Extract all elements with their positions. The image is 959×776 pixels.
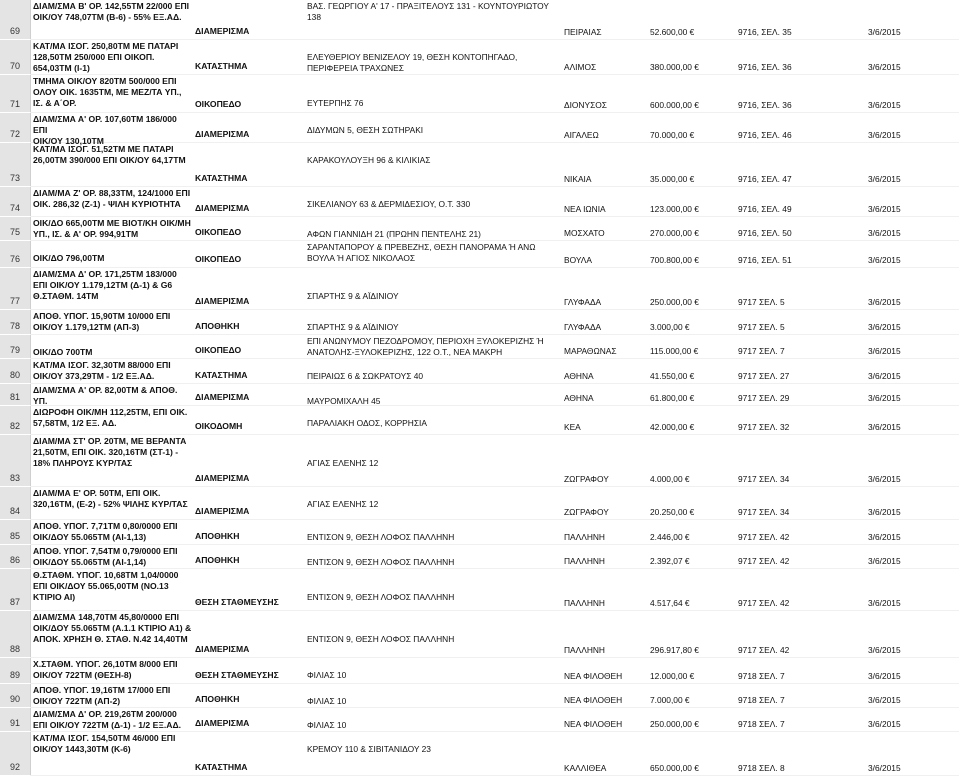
property-description: Χ.ΣΤΑΘΜ. ΥΠΟΓ. 26,10ΤΜ 8/000 ΕΠΙ ΟΙΚ/ΟΥ 722ΤΜ (ΘΕΣΗ-8) bbox=[33, 659, 178, 680]
gazette-reference: 9718 ΣΕΛ. 7 bbox=[738, 719, 785, 729]
property-description: ΚΑΤ/ΜΑ ΙΣΟΓ. 51,52ΤΜ ΜΕ ΠΑΤΑΡΙ 26,00ΤΜ 390/000 ΕΠΙ ΟΙΚ/ΟΥ 64,17ΤΜ bbox=[33, 144, 186, 165]
price-value: 700.800,00 € bbox=[650, 255, 699, 265]
auction-date: 3/6/2015 bbox=[868, 556, 901, 566]
property-address: ΑΓΙΑΣ ΕΛΕΝΗΣ 12 bbox=[307, 499, 379, 509]
property-description: ΔΙΑΜ/ΣΜΑ Δ' ΟΡ. 171,25ΤΜ 183/000 ΕΠΙ ΟΙΚ/ΟΥ 1.179,12ΤΜ (Δ-1) & G6 Θ.ΣΤΑΘΜ. 14ΤΜ bbox=[33, 269, 177, 301]
gazette-reference: 9717 ΣΕΛ. 5 bbox=[738, 297, 785, 307]
municipality: ΝΙΚΑΙΑ bbox=[564, 174, 592, 184]
price-value: 42.000,00 € bbox=[650, 422, 695, 432]
price-value: 70.000,00 € bbox=[650, 130, 695, 140]
table-row bbox=[0, 359, 959, 384]
row-number: 70 bbox=[9, 61, 20, 71]
property-description: ΟΙΚ/ΔΟ 665,00ΤΜ ΜΕ ΒΙΟΤ/ΚΗ ΟΙΚ/ΜΗ ΥΠ., ΙΣ. & Α' ΟΡ. 994,91ΤΜ bbox=[33, 218, 191, 239]
property-type: ΚΑΤΑΣΤΗΜΑ bbox=[195, 61, 248, 71]
municipality: ΝΕΑ ΦΙΛΟΘΕΗ bbox=[564, 671, 623, 681]
row-number: 88 bbox=[9, 644, 20, 654]
table-row bbox=[0, 310, 959, 335]
gazette-reference: 9716, ΣΕΛ. 51 bbox=[738, 255, 792, 265]
property-type: ΘΕΣΗ ΣΤΑΘΜΕΥΣΗΣ bbox=[195, 597, 279, 607]
property-type: ΔΙΑΜΕΡΙΣΜΑ bbox=[195, 296, 250, 306]
property-description: ΚΑΤ/ΜΑ ΙΣΟΓ. 154,50ΤΜ 46/000 ΕΠΙ ΟΙΚ/ΟΥ 1443,30ΤΜ (Κ-6) bbox=[33, 733, 176, 754]
row-number: 90 bbox=[9, 694, 20, 704]
table-row bbox=[0, 732, 959, 776]
row-number: 82 bbox=[9, 421, 20, 431]
price-value: 35.000,00 € bbox=[650, 174, 695, 184]
property-description: Θ.ΣΤΑΘΜ. ΥΠΟΓ. 10,68ΤΜ 1,04/0000 ΕΠΙ ΟΙΚ/ΔΟΥ 55.065,00ΤΜ (ΝΟ.13 ΚΤΙΡΙΟ ΑΙ) bbox=[33, 570, 179, 602]
table-row bbox=[0, 335, 959, 359]
property-address: ΦΙΛΙΑΣ 10 bbox=[307, 720, 347, 730]
municipality: ΝΕΑ ΦΙΛΟΘΕΗ bbox=[564, 695, 623, 705]
municipality: ΑΘΗΝΑ bbox=[564, 371, 594, 381]
row-number: 84 bbox=[9, 506, 20, 516]
auction-date: 3/6/2015 bbox=[868, 255, 901, 265]
gazette-reference: 9717 ΣΕΛ. 27 bbox=[738, 371, 790, 381]
row-number: 79 bbox=[9, 345, 20, 355]
property-type: ΑΠΟΘΗΚΗ bbox=[195, 555, 240, 565]
price-value: 250.000,00 € bbox=[650, 719, 699, 729]
property-description: ΔΙΑΜ/ΣΜΑ 148,70ΤΜ 45,80/0000 ΕΠΙ ΟΙΚ/ΔΟΥ 55.065ΤΜ (Α.1.1 ΚΤΙΡΙΟ Α1) & ΑΠΟΚ. ΧΡΗΣΗ Θ. ΣΤΑΘ. Ν.42 14,40ΤΜ bbox=[33, 612, 192, 644]
price-value: 61.800,00 € bbox=[650, 393, 695, 403]
property-description: ΑΠΟΘ. ΥΠΟΓ. 7,71ΤΜ 0,80/0000 ΕΠΙ ΟΙΚ/ΔΟΥ 55.065ΤΜ (ΑΙ-1,13) bbox=[33, 521, 178, 542]
auction-date: 3/6/2015 bbox=[868, 62, 901, 72]
property-description: ΚΑΤ/ΜΑ ΙΣΟΓ. 250,80ΤΜ ΜΕ ΠΑΤΑΡΙ 128,50ΤΜ 250/000 ΕΠΙ ΟΙΚΟΠ. 654,03ΤΜ (Ι-1) bbox=[33, 41, 179, 73]
municipality: ΠΕΙΡΑΙΑΣ bbox=[564, 27, 602, 37]
row-number: 74 bbox=[9, 203, 20, 213]
property-type: ΚΑΤΑΣΤΗΜΑ bbox=[195, 370, 248, 380]
gazette-reference: 9718 ΣΕΛ. 8 bbox=[738, 763, 785, 773]
gazette-reference: 9718 ΣΕΛ. 7 bbox=[738, 671, 785, 681]
gazette-reference: 9716, ΣΕΛ. 36 bbox=[738, 100, 792, 110]
property-description: ΑΠΟΘ. ΥΠΟΓ. 19,16ΤΜ 17/000 ΕΠΙ ΟΙΚ/ΟΥ 722ΤΜ (ΑΠ-2) bbox=[33, 685, 171, 706]
row-number: 72 bbox=[9, 129, 20, 139]
municipality: ΑΙΓΑΛΕΩ bbox=[564, 130, 599, 140]
price-value: 3.000,00 € bbox=[650, 322, 690, 332]
gazette-reference: 9716, ΣΕΛ. 35 bbox=[738, 27, 792, 37]
auction-date: 3/6/2015 bbox=[868, 228, 901, 238]
price-value: 380.000,00 € bbox=[650, 62, 699, 72]
gazette-reference: 9716, ΣΕΛ. 47 bbox=[738, 174, 792, 184]
table-row bbox=[0, 708, 959, 732]
auction-date: 3/6/2015 bbox=[868, 346, 901, 356]
table-row bbox=[0, 406, 959, 435]
price-value: 41.550,00 € bbox=[650, 371, 695, 381]
municipality: ΓΛΥΦΑΔΑ bbox=[564, 297, 602, 307]
municipality: ΠΑΛΛΗΝΗ bbox=[564, 645, 605, 655]
auction-date: 3/6/2015 bbox=[868, 371, 901, 381]
table-row bbox=[0, 569, 959, 611]
property-description: ΔΙΑΜ/ΣΜΑ Δ' ΟΡ. 219,26ΤΜ 200/000 ΕΠΙ ΟΙΚ/ΟΥ 722ΤΜ (Δ-1) - 1/2 ΕΞ.ΑΔ. bbox=[33, 709, 182, 730]
auction-date: 3/6/2015 bbox=[868, 532, 901, 542]
price-value: 123.000,00 € bbox=[650, 204, 699, 214]
gazette-reference: 9717 ΣΕΛ. 42 bbox=[738, 556, 790, 566]
municipality: ΒΟΥΛΑ bbox=[564, 255, 592, 265]
price-value: 2.392,07 € bbox=[650, 556, 690, 566]
property-address: ΣΙΚΕΛΙΑΝΟΥ 63 & ΔΕΡΜΙΔΕΣΙΟΥ, Ο.Τ. 330 bbox=[307, 199, 471, 209]
property-type: ΟΙΚΟΠΕΔΟ bbox=[195, 227, 242, 237]
gazette-reference: 9717 ΣΕΛ. 34 bbox=[738, 507, 790, 517]
property-type: ΑΠΟΘΗΚΗ bbox=[195, 694, 240, 704]
table-row bbox=[0, 143, 959, 187]
row-number: 77 bbox=[9, 296, 20, 306]
municipality: ΖΩΓΡΑΦΟΥ bbox=[564, 474, 609, 484]
auction-date: 3/6/2015 bbox=[868, 174, 901, 184]
municipality: ΝΕΑ ΙΩΝΙΑ bbox=[564, 204, 606, 214]
property-description: ΟΙΚ/ΔΟ 796,00ΤΜ bbox=[33, 253, 105, 263]
gazette-reference: 9717 ΣΕΛ. 42 bbox=[738, 645, 790, 655]
auction-date: 3/6/2015 bbox=[868, 322, 901, 332]
row-number: 71 bbox=[9, 99, 20, 109]
property-address: ΠΑΡΑΛΙΑΚΗ ΟΔΟΣ, ΚΟΡΡΗΣΙΑ bbox=[307, 418, 427, 428]
property-address: ΣΠΑΡΤΗΣ 9 & ΑΪΔΙΝΙΟΥ bbox=[307, 291, 399, 301]
municipality: ΑΛΙΜΟΣ bbox=[564, 62, 597, 72]
property-type: ΟΙΚΟΔΟΜΗ bbox=[195, 421, 243, 431]
municipality: ΝΕΑ ΦΙΛΟΘΕΗ bbox=[564, 719, 623, 729]
auction-date: 3/6/2015 bbox=[868, 204, 901, 214]
property-type: ΔΙΑΜΕΡΙΣΜΑ bbox=[195, 203, 250, 213]
property-type: ΘΕΣΗ ΣΤΑΘΜΕΥΣΗΣ bbox=[195, 670, 279, 680]
gazette-reference: 9717 ΣΕΛ. 5 bbox=[738, 322, 785, 332]
municipality: ΓΛΥΦΑΔΑ bbox=[564, 322, 602, 332]
row-number: 83 bbox=[9, 473, 20, 483]
price-value: 250.000,00 € bbox=[650, 297, 699, 307]
property-description: ΔΙΑΜ/ΣΜΑ Α' ΟΡ. 82,00ΤΜ & ΑΠΟΘ. ΥΠ. bbox=[33, 385, 178, 406]
table-row bbox=[0, 75, 959, 113]
row-number: 80 bbox=[9, 370, 20, 380]
table-row bbox=[0, 113, 959, 146]
table-row bbox=[0, 187, 959, 217]
property-address: ΠΕΙΡΑΙΩΣ 6 & ΣΩΚΡΑΤΟΥΣ 40 bbox=[307, 371, 424, 381]
property-type: ΔΙΑΜΕΡΙΣΜΑ bbox=[195, 129, 250, 139]
property-type: ΑΠΟΘΗΚΗ bbox=[195, 531, 240, 541]
property-address: ΕΠΙ ΑΝΩΝΥΜΟΥ ΠΕΖΟΔΡΟΜΟΥ, ΠΕΡΙΟΧΗ ΞΥΛΟΚΕΡΙΖΗΣ Ή ΑΝΑΤΟΛΗΣ-ΞΥΛΟΚΕΡΙΖΗΣ, 122 Ο.Τ., ΝΕΑ ΜΑΚΡΗ bbox=[307, 336, 544, 357]
property-description: ΟΙΚ/ΔΟ 700ΤΜ bbox=[33, 347, 93, 357]
price-value: 20.250,00 € bbox=[650, 507, 695, 517]
row-number: 89 bbox=[9, 670, 20, 680]
property-description: ΔΙΑΜ/ΣΜΑ Α' ΟΡ. 107,60ΤΜ 186/000 ΕΠΙ ΟΙΚ/ΟΥ 130,10ΤΜ bbox=[33, 114, 177, 146]
row-number: 92 bbox=[9, 762, 20, 772]
property-description: ΔΙΑΜ/ΣΜΑ Β' ΟΡ. 142,55ΤΜ 22/000 ΕΠΙ ΟΙΚ/ΟΥ 748,07ΤΜ (Β-6) - 55% ΕΞ.ΑΔ. bbox=[33, 1, 190, 22]
property-description: ΔΙΑΜ/ΜΑ ΣΤ' ΟΡ. 20ΤΜ, ΜΕ ΒΕΡΑΝΤΑ 21,50ΤΜ, ΕΠΙ ΟΙΚ. 320,16ΤΜ (ΣΤ-1) - 18% ΠΛΗΡΟΥΣ ΚΥΡ/ΤΑΣ bbox=[33, 436, 187, 468]
price-value: 650.000,00 € bbox=[650, 763, 699, 773]
property-description: ΔΙΑΜ/ΜΑ Ε' ΟΡ. 50ΤΜ, ΕΠΙ ΟΙΚ. 320,16ΤΜ, (Ε-2) - 52% ΨΙΛΗΣ ΚΥΡ/ΤΑΣ bbox=[33, 488, 188, 509]
property-address: ΑΓΙΑΣ ΕΛΕΝΗΣ 12 bbox=[307, 458, 379, 468]
price-value: 600.000,00 € bbox=[650, 100, 699, 110]
row-number: 86 bbox=[9, 555, 20, 565]
municipality: ΠΑΛΛΗΝΗ bbox=[564, 532, 605, 542]
property-address: ΜΑΥΡΟΜΙΧΑΛΗ 45 bbox=[307, 396, 381, 406]
table-row bbox=[0, 0, 959, 40]
auction-date: 3/6/2015 bbox=[868, 393, 901, 403]
property-type: ΔΙΑΜΕΡΙΣΜΑ bbox=[195, 644, 250, 654]
property-description: ΔΙΩΡΟΦΗ ΟΙΚ/ΜΗ 112,25ΤΜ, ΕΠΙ ΟΙΚ. 57,58ΤΜ, 1/2 ΕΞ. ΑΔ. bbox=[33, 407, 188, 428]
property-address: ΕΝΤΙΣΟΝ 9, ΘΕΣΗ ΛΟΦΟΣ ΠΑΛΛΗΝΗ bbox=[307, 592, 455, 602]
table-row bbox=[0, 658, 959, 684]
auction-date: 3/6/2015 bbox=[868, 422, 901, 432]
property-description: ΤΜΗΜΑ ΟΙΚ/ΟΥ 820ΤΜ 500/000 ΕΠΙ ΟΛΟΥ ΟΙΚ. 1635ΤΜ, ΜΕ ΜΕΖ/ΤΑ ΥΠ., ΙΣ. & Α΄ΟΡ. bbox=[33, 76, 182, 108]
property-type: ΔΙΑΜΕΡΙΣΜΑ bbox=[195, 506, 250, 516]
property-address: ΕΛΕΥΘΕΡΙΟΥ ΒΕΝΙΖΕΛΟΥ 19, ΘΕΣΗ ΚΟΝΤΟΠΗΓΑΔΟ, ΠΕΡΙΦΕΡΕΙΑ ΤΡΑΧΩΝΕΣ bbox=[307, 52, 518, 73]
table-row bbox=[0, 520, 959, 545]
auction-date: 3/6/2015 bbox=[868, 130, 901, 140]
table-row bbox=[0, 384, 959, 406]
price-value: 12.000,00 € bbox=[650, 671, 695, 681]
property-description: ΑΠΟΘ. ΥΠΟΓ. 15,90ΤΜ 10/000 ΕΠΙ ΟΙΚ/ΟΥ 1.179,12ΤΜ (ΑΠ-3) bbox=[33, 311, 171, 332]
row-number: 69 bbox=[9, 26, 20, 36]
gazette-reference: 9717 ΣΕΛ. 32 bbox=[738, 422, 790, 432]
gazette-reference: 9717 ΣΕΛ. 7 bbox=[738, 346, 785, 356]
gazette-reference: 9716, ΣΕΛ. 46 bbox=[738, 130, 792, 140]
property-address: ΕΝΤΙΣΟΝ 9, ΘΕΣΗ ΛΟΦΟΣ ΠΑΛΛΗΝΗ bbox=[307, 557, 455, 567]
municipality: ΑΘΗΝΑ bbox=[564, 393, 594, 403]
auction-date: 3/6/2015 bbox=[868, 695, 901, 705]
property-type: ΟΙΚΟΠΕΔΟ bbox=[195, 254, 242, 264]
property-type: ΔΙΑΜΕΡΙΣΜΑ bbox=[195, 392, 250, 402]
gazette-reference: 9717 ΣΕΛ. 34 bbox=[738, 474, 790, 484]
table-row bbox=[0, 241, 959, 268]
auction-date: 3/6/2015 bbox=[868, 507, 901, 517]
property-address: ΚΡΕΜΟΥ 110 & ΣΙΒΙΤΑΝΙΔΟΥ 23 bbox=[307, 744, 431, 754]
gazette-reference: 9718 ΣΕΛ. 7 bbox=[738, 695, 785, 705]
price-value: 4.517,64 € bbox=[650, 598, 690, 608]
auction-date: 3/6/2015 bbox=[868, 719, 901, 729]
auction-date: 3/6/2015 bbox=[868, 598, 901, 608]
property-type: ΔΙΑΜΕΡΙΣΜΑ bbox=[195, 718, 250, 728]
municipality: ΖΩΓΡΑΦΟΥ bbox=[564, 507, 609, 517]
municipality: ΚΕΑ bbox=[564, 422, 581, 432]
property-description: ΚΑΤ/ΜΑ ΙΣΟΓ. 32,30ΤΜ 88/000 ΕΠΙ ΟΙΚ/ΟΥ 373,29ΤΜ - 1/2 ΕΞ.ΑΔ. bbox=[33, 360, 171, 381]
row-number: 87 bbox=[9, 597, 20, 607]
row-number: 76 bbox=[9, 254, 20, 264]
municipality: ΔΙΟΝΥΣΟΣ bbox=[564, 100, 607, 110]
row-number: 81 bbox=[9, 392, 20, 402]
gazette-reference: 9716, ΣΕΛ. 36 bbox=[738, 62, 792, 72]
auction-date: 3/6/2015 bbox=[868, 763, 901, 773]
gazette-reference: 9717 ΣΕΛ. 29 bbox=[738, 393, 790, 403]
row-number: 78 bbox=[9, 321, 20, 331]
row-number: 85 bbox=[9, 531, 20, 541]
property-address: ΕΝΤΙΣΟΝ 9, ΘΕΣΗ ΛΟΦΟΣ ΠΑΛΛΗΝΗ bbox=[307, 634, 455, 644]
price-value: 7.000,00 € bbox=[650, 695, 690, 705]
price-value: 296.917,80 € bbox=[650, 645, 699, 655]
property-address: ΦΙΛΙΑΣ 10 bbox=[307, 696, 347, 706]
property-address: ΔΙΔΥΜΩΝ 5, ΘΕΣΗ ΣΩΤΗΡΑΚΙ bbox=[307, 125, 424, 135]
property-address: ΒΑΣ. ΓΕΩΡΓΙΟΥ Α' 17 - ΠΡΑΞΙΤΕΛΟΥΣ 131 - ΚΟΥΝΤΟΥΡΙΩΤΟΥ 138 bbox=[307, 1, 550, 22]
property-address: ΑΦΩΝ ΓΙΑΝΝΙΔΗ 21 (ΠΡΩΗΝ ΠΕΝΤΕΛΗΣ 21) bbox=[307, 229, 481, 239]
municipality: ΚΑΛΛΙΘΕΑ bbox=[564, 763, 607, 773]
property-type: ΔΙΑΜΕΡΙΣΜΑ bbox=[195, 26, 250, 36]
property-type: ΔΙΑΜΕΡΙΣΜΑ bbox=[195, 473, 250, 483]
gazette-reference: 9716, ΣΕΛ. 49 bbox=[738, 204, 792, 214]
table-row bbox=[0, 435, 959, 487]
table-row bbox=[0, 487, 959, 520]
auction-date: 3/6/2015 bbox=[868, 297, 901, 307]
auction-date: 3/6/2015 bbox=[868, 671, 901, 681]
property-description: ΑΠΟΘ. ΥΠΟΓ. 7,54ΤΜ 0,79/0000 ΕΠΙ ΟΙΚ/ΔΟΥ 55.065ΤΜ (ΑΙ-1,14) bbox=[33, 546, 178, 567]
price-value: 270.000,00 € bbox=[650, 228, 699, 238]
price-value: 4.000,00 € bbox=[650, 474, 690, 484]
gazette-reference: 9717 ΣΕΛ. 42 bbox=[738, 532, 790, 542]
row-number: 91 bbox=[9, 718, 20, 728]
table-row bbox=[0, 217, 959, 241]
gazette-reference: 9716, ΣΕΛ. 50 bbox=[738, 228, 792, 238]
property-address: ΣΠΑΡΤΗΣ 9 & ΑΪΔΙΝΙΟΥ bbox=[307, 322, 399, 332]
municipality: ΠΑΛΛΗΝΗ bbox=[564, 598, 605, 608]
row-number: 75 bbox=[9, 227, 20, 237]
auction-date: 3/6/2015 bbox=[868, 474, 901, 484]
price-value: 52.600,00 € bbox=[650, 27, 695, 37]
auction-date: 3/6/2015 bbox=[868, 27, 901, 37]
gazette-reference: 9717 ΣΕΛ. 42 bbox=[738, 598, 790, 608]
table-row bbox=[0, 684, 959, 708]
auction-date: 3/6/2015 bbox=[868, 645, 901, 655]
property-address: ΕΝΤΙΣΟΝ 9, ΘΕΣΗ ΛΟΦΟΣ ΠΑΛΛΗΝΗ bbox=[307, 532, 455, 542]
property-type: ΑΠΟΘΗΚΗ bbox=[195, 321, 240, 331]
property-address: ΣΑΡΑΝΤΑΠΟΡΟΥ & ΠΡΕΒΕΖΗΣ, ΘΕΣΗ ΠΑΝΟΡΑΜΑ Ή ΑΝΩ ΒΟΥΛΑ Ή ΑΓΙΟΣ ΝΙΚΟΛΑΟΣ bbox=[307, 242, 536, 263]
table-row bbox=[0, 611, 959, 658]
row-number: 73 bbox=[9, 173, 20, 183]
table-row bbox=[0, 545, 959, 569]
municipality: ΜΟΣΧΑΤΟ bbox=[564, 228, 605, 238]
property-address: ΦΙΛΙΑΣ 10 bbox=[307, 670, 347, 680]
table-row bbox=[0, 268, 959, 310]
property-type: ΟΙΚΟΠΕΔΟ bbox=[195, 345, 242, 355]
auction-date: 3/6/2015 bbox=[868, 100, 901, 110]
price-value: 115.000,00 € bbox=[650, 346, 699, 356]
price-value: 2.446,00 € bbox=[650, 532, 690, 542]
property-type: ΚΑΤΑΣΤΗΜΑ bbox=[195, 173, 248, 183]
municipality: ΠΑΛΛΗΝΗ bbox=[564, 556, 605, 566]
property-type: ΚΑΤΑΣΤΗΜΑ bbox=[195, 762, 248, 772]
property-address: ΚΑΡΑΚΟΥΛΟΥΞΗ 96 & ΚΙΛΙΚΙΑΣ bbox=[307, 155, 431, 165]
table-row bbox=[0, 40, 959, 75]
property-description: ΔΙΑΜ/ΜΑ Ζ' ΟΡ. 88,33ΤΜ, 124/1000 ΕΠΙ ΟΙΚ. 286,32 (Ζ-1) - ΨΙΛΗ ΚΥΡΙΟΤΗΤΑ bbox=[33, 188, 191, 209]
property-type: ΟΙΚΟΠΕΔΟ bbox=[195, 99, 242, 109]
property-address: ΕΥΤΕΡΠΗΣ 76 bbox=[307, 98, 364, 108]
municipality: ΜΑΡΑΘΩΝΑΣ bbox=[564, 346, 617, 356]
